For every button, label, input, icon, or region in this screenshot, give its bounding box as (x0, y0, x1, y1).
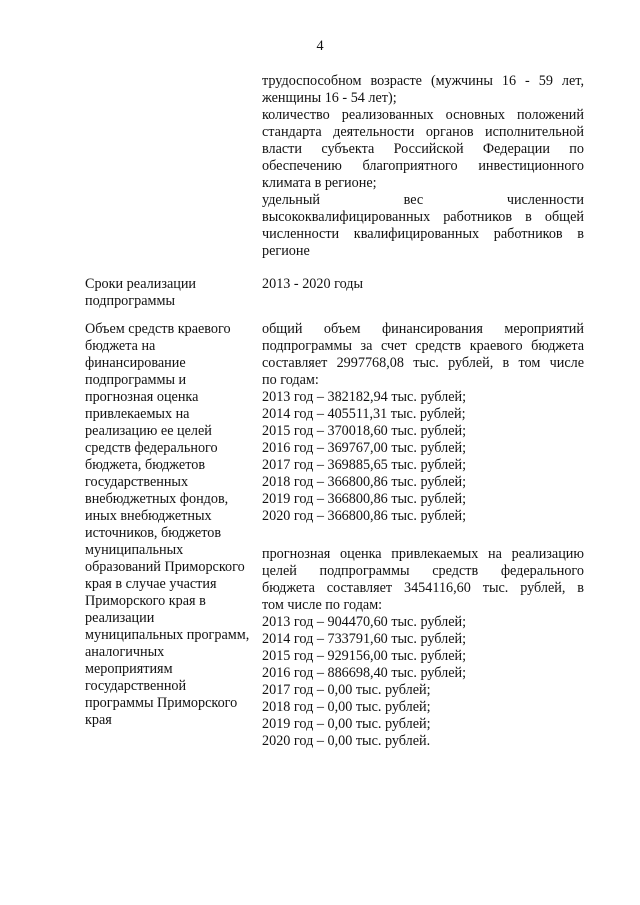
federal-funding (262, 546, 584, 750)
year-row: 2019 год – 366800,86 тыс. рублей; (262, 491, 467, 507)
text-line: края (85, 712, 112, 728)
year-row: 2015 год – 929156,00 тыс. рублей; (262, 648, 467, 664)
text-line: регионе (262, 243, 310, 259)
year-row: 2018 год – 0,00 тыс. рублей; (262, 699, 431, 715)
text-line: привлекаемых на (85, 406, 190, 422)
year-row: 2017 год – 0,00 тыс. рублей; (262, 682, 431, 698)
year-row: 2017 год – 369885,65 тыс. рублей; (262, 457, 467, 473)
text-line: прогнозная оценка (85, 389, 199, 405)
text-line: бюджета, бюджетов (85, 457, 206, 473)
text-line: трудоспособном возрасте (мужчины 16 - 59 лет, (262, 73, 584, 89)
text-line: Объем средств краевого (85, 321, 231, 337)
text-line: 2013 - 2020 годы (262, 276, 364, 292)
year-row: 2014 год – 405511,31 тыс. рублей; (262, 406, 466, 422)
year-row: 2015 год – 370018,60 тыс. рублей; (262, 423, 467, 439)
year-row: 2013 год – 904470,60 тыс. рублей; (262, 614, 467, 630)
text-line: обеспечению благоприятного инвестиционного (262, 158, 584, 174)
text-line: подпрограммы и (85, 372, 187, 388)
year-row: 2014 год – 733791,60 тыс. рублей; (262, 631, 467, 647)
text-line: государственных (85, 474, 189, 490)
text-line: высококвалифицированных работников в общей (262, 209, 584, 225)
text-line: иных внебюджетных (85, 508, 212, 524)
year-row: 2016 год – 886698,40 тыс. рублей; (262, 665, 467, 681)
year-row: 2016 год – 369767,00 тыс. рублей; (262, 440, 467, 456)
text-line: государственной (85, 678, 187, 694)
indicators-continued (262, 73, 584, 260)
year-row: 2020 год – 366800,86 тыс. рублей; (262, 508, 467, 524)
text-line: средств федерального (85, 440, 218, 456)
text-line: образований Приморского (85, 559, 245, 575)
text-line: целей подпрограммы средств федерального (262, 563, 584, 579)
page-number: 4 (316, 38, 324, 54)
text-line: Приморского края в (85, 593, 206, 609)
text-line: финансирование (85, 355, 186, 371)
text-line: подпрограммы (85, 293, 175, 309)
year-row: 2020 год – 0,00 тыс. рублей. (262, 733, 431, 749)
text-line: бюджета на (85, 338, 156, 354)
text-line: внебюджетных фондов, (85, 491, 229, 507)
text-line: составляет 2997768,08 тыс. рублей, в том числе (262, 355, 584, 371)
text-line: подпрограммы за счет средств краевого бюджета (262, 338, 584, 354)
funding-label (85, 321, 260, 729)
text-line: власти субъекта Российской Федерации по (262, 141, 584, 157)
text-line: стандарта деятельности органов исполнительной (262, 124, 584, 140)
text-line: муниципальных программ, (85, 627, 250, 643)
text-line: края в случае участия (85, 576, 217, 592)
text-line: бюджета составляет 3454116,60 тыс. рублей, в (262, 580, 584, 596)
regional-funding (262, 321, 584, 525)
text-line: Сроки реализации (85, 276, 197, 292)
text-line: реализации (85, 610, 155, 626)
text-line: климата в регионе; (262, 175, 377, 191)
year-row: 2018 год – 366800,86 тыс. рублей; (262, 474, 467, 490)
text-line: удельный вес численности (262, 192, 584, 208)
text-line: прогнозная оценка привлекаемых на реализацию (262, 546, 584, 562)
text-line: мероприятиям (85, 661, 173, 677)
text-line: численности квалифицированных работников в (262, 226, 584, 242)
text-line: женщины 16 - 54 лет); (262, 90, 397, 106)
year-row: 2019 год – 0,00 тыс. рублей; (262, 716, 431, 732)
text-line: муниципальных (85, 542, 184, 558)
terms-value (262, 276, 584, 293)
text-line: программы Приморского (85, 695, 238, 711)
year-row: 2013 год – 382182,94 тыс. рублей; (262, 389, 467, 405)
text-line: том числе по годам: (262, 597, 383, 613)
text-line: реализацию ее целей (85, 423, 212, 439)
text-line: количество реализованных основных положений (262, 107, 584, 123)
terms-label (85, 276, 260, 310)
text-line: по годам: (262, 372, 319, 388)
text-line: источников, бюджетов (85, 525, 222, 541)
text-line: аналогичных (85, 644, 165, 660)
text-line: общий объем финансирования мероприятий (262, 321, 584, 337)
